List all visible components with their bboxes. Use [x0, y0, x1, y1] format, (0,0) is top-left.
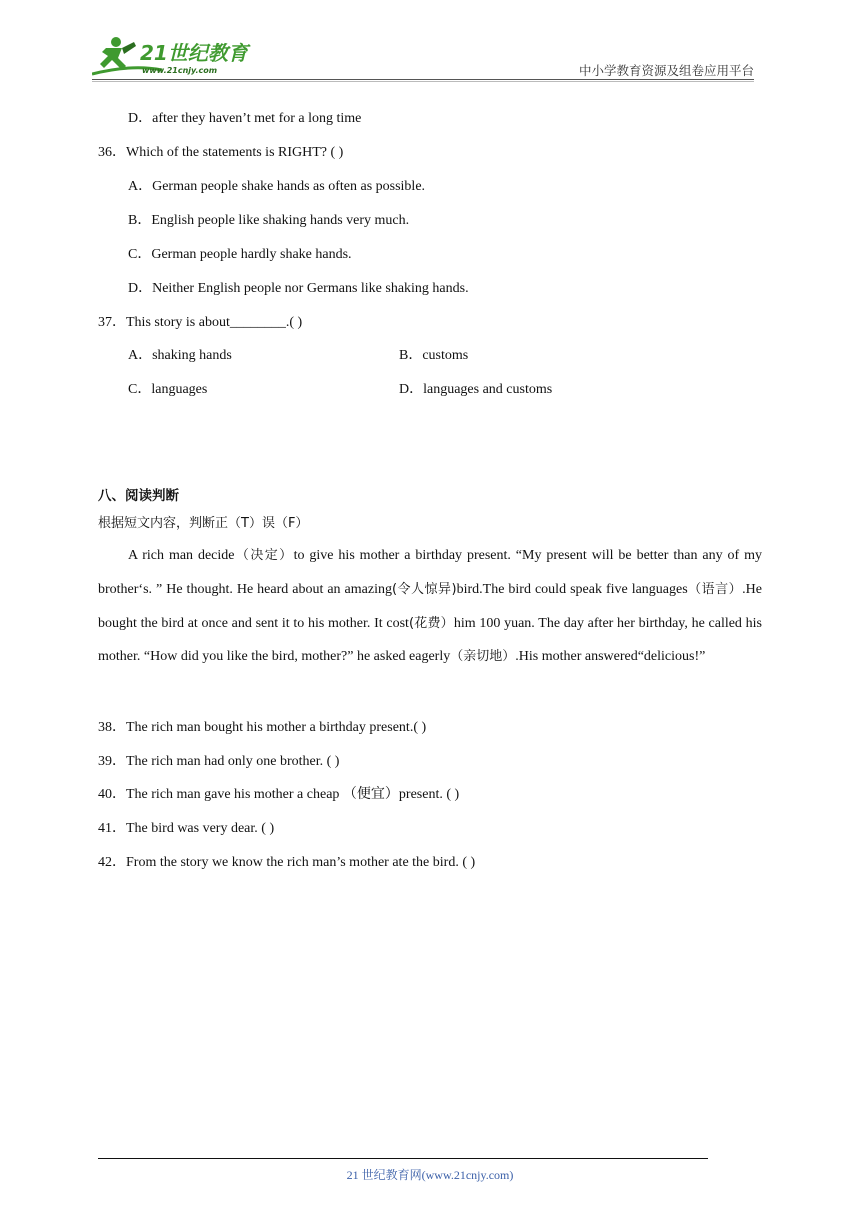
- passage-gloss: (令人惊异): [391, 581, 457, 597]
- site-logo: [92, 34, 262, 78]
- q36-option-d: D．Neither English people nor Germans like shaking hands.: [128, 281, 469, 296]
- q40-stem: 40．The rich man gave his mother a cheap （便宜）present. ( ): [98, 787, 460, 802]
- passage-gloss: （决定）: [234, 548, 294, 563]
- q35-option-d: D．after they haven’t met for a long time: [128, 111, 362, 126]
- q37-option-a: A．shaking hands: [128, 348, 232, 363]
- passage-gloss: （语言）: [687, 581, 743, 597]
- q37-option-d: D．languages and customs: [399, 382, 553, 397]
- q37-stem: 37．This story is about________.( ): [98, 315, 303, 330]
- passage-segment: .His mother answered“delicious!”: [515, 649, 706, 665]
- passage-segment: .He bought the bird at once and sent it to his mother. It cost: [98, 581, 762, 631]
- q37-option-b: B．customs: [399, 348, 469, 363]
- q39-stem: 39．The rich man had only one brother. ( ): [98, 754, 340, 769]
- q36-stem: 36．Which of the statements is RIGHT? ( ): [98, 145, 344, 160]
- passage-gloss: (花费）: [408, 615, 454, 631]
- footer-link[interactable]: 21 世纪教育网(www.21cnjy.com): [346, 1168, 514, 1182]
- reading-passage: [98, 539, 762, 674]
- section-instruction: 根据短文内容，判断正（T）误（F）: [98, 516, 309, 531]
- svg-text:www.21cnjy.com: www.21cnjy.com: [142, 66, 218, 75]
- header-platform-label: 中小学教育资源及组卷应用平台: [578, 64, 754, 78]
- q36-option-a: A．German people shake hands as often as possible.: [128, 179, 426, 194]
- q36-option-c: C．German people hardly shake hands.: [128, 247, 352, 262]
- section-title: 八、阅读判断: [98, 488, 179, 504]
- header-divider-thin: [92, 81, 754, 82]
- footer-divider: [98, 1158, 708, 1159]
- passage-segment: him 100 yuan. The day after her birthday, he called his mother. “How did you like the bird, mother?” he asked eagerly: [98, 615, 762, 665]
- header-divider: [92, 79, 754, 80]
- passage-gloss: （亲切地）: [450, 649, 516, 665]
- runner-logo-icon: [92, 34, 262, 78]
- q41-stem: 41．The bird was very dear. ( ): [98, 821, 275, 836]
- svg-text:21世纪教育: 21世纪教育: [140, 41, 248, 65]
- q42-stem: 42．From the story we know the rich man’s mother ate the bird. ( ): [98, 855, 476, 870]
- q37-option-c: C．languages: [128, 382, 208, 397]
- q38-stem: 38．The rich man bought his mother a birthday present.( ): [98, 720, 427, 735]
- passage-segment: A rich man decide: [128, 548, 235, 563]
- q36-option-b: B．English people like shaking hands very much.: [128, 213, 410, 228]
- passage-segment: to give his mother a birthday present. “My present will be better than any of my brother‘s. ” He thought. He heard about an amazing: [98, 548, 762, 597]
- passage-segment: bird.The bird could speak five languages: [456, 581, 688, 597]
